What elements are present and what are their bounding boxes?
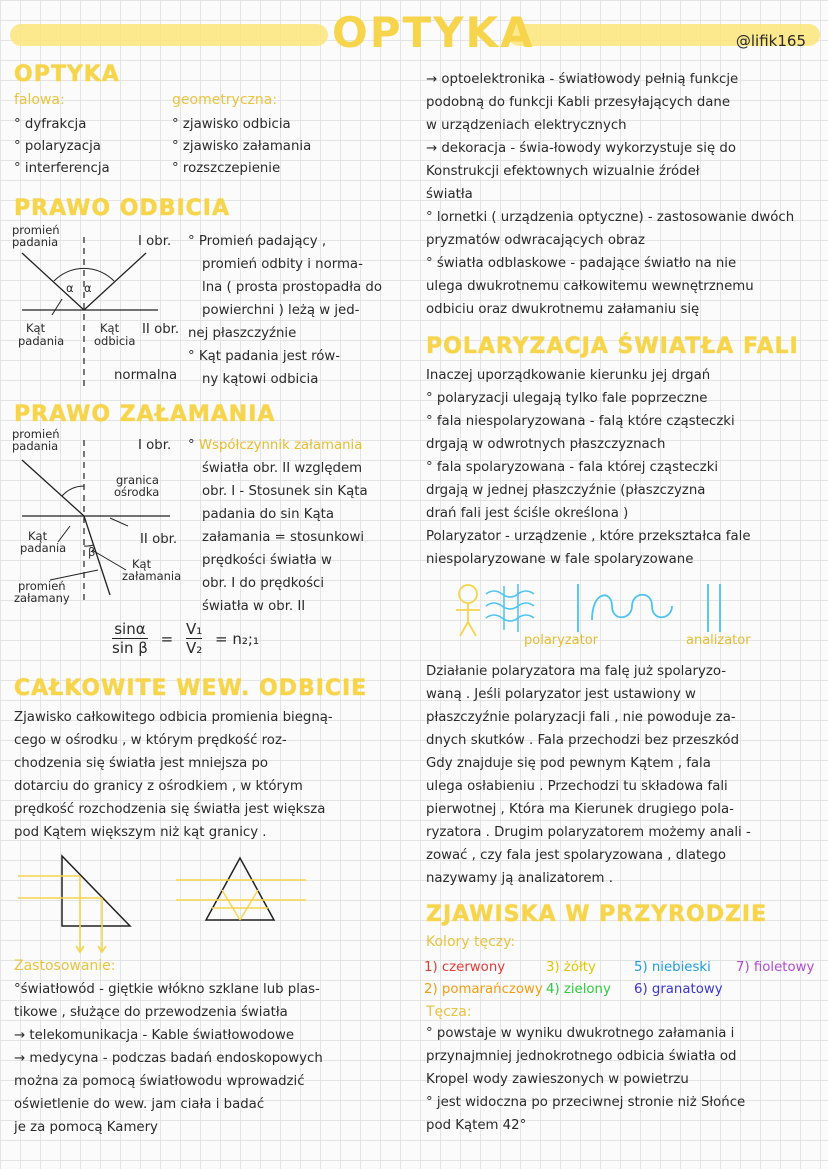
tecza-text: ° powstaje w wyniku dwukrotnego załamania i przynajmniej jednokrotnego odbicia światła od Kropel wody zawieszonych w powietrzu ° jest widoczna po przeciwnej stronie niż Słońce pod Kątem 42° [426,1026,746,1133]
list-item: ° dyfrakcja [14,117,87,132]
color-3: 3) żółty [546,960,596,975]
tecza-label: Tęcza: [426,1004,472,1020]
diagram-label-padania-b: padania [12,439,59,453]
diagram-label-alpha: α [66,281,74,295]
zalamanie-heading: PRAWO ZAŁAMANIA [14,402,276,427]
list-item: ° interferencja [14,161,110,176]
color-1: 1) czerwony [424,960,506,975]
diagram-label-kat-padania: Kąt [26,321,46,335]
diagram-label-promien-zal: promień [18,579,66,593]
diagram-label-beta: β [88,545,96,559]
kolory-label: Kolory tęczy: [426,934,516,950]
law2-label-z: II obr. [140,532,178,547]
diagram-label-osrodka: ośrodka [114,485,160,499]
diagram-label-alpha-2: α [84,281,92,295]
law1-label-z: I obr. [138,438,172,453]
law2-label: II obr. [142,322,180,337]
diagram-label-granica: granica [116,473,159,487]
analizator-label: analizator [686,633,751,648]
przyroda-heading: ZJAWISKA W PRZYRODZIE [426,902,768,927]
falowa-label: falowa: [14,92,65,108]
calkowite-text: Zjawisko całkowitego odbicia promienia biegną- cego w ośrodku , w którym prędkość roz- chodzenia się światła jest mniejsza po dotarciu do granicy z ośrodkiem , w którym prędkość rozchodzenia się światła jest większa pod Kątem większym niż kąt granicy . [14,710,333,840]
polaryzacja-heading: POLARYZACJA ŚWIATŁA FALI [426,334,799,359]
optyka-heading: OPTYKA [14,62,120,87]
diagram-label-kat-padania-z: Kąt [28,529,48,543]
polaryzator-label: polaryzator [524,633,599,648]
polarizer-diagram [452,580,742,640]
diagram-label-normalna: normalna [114,368,178,383]
color-6: 6) granatowy [634,982,723,997]
geometryczna-label: geometryczna: [172,92,278,108]
zastosowanie-text: °światłowód - giętkie włókno szklane lub plas- tikowe , służące do przewodzenia światła → telekomunikacja - Kable światłowodowe → medycyna - podczas badań endoskopowych można za pomocą światłowodu wprowadzić oświetlenie do wew. jam ciała i badać je za pomocą Kamery [14,982,323,1135]
diagram-label-kat-odbicia-b: odbicia [94,334,136,348]
diagram-label-padania: padania [12,235,59,249]
calkowite-heading: CAŁKOWITE WEW. ODBICIE [14,676,368,701]
diagram-label-promien: promień [12,223,60,237]
snell-formula: $\frac{\sin\alpha}{\text{sin β}}$ = $\frac{\text{V₁}}{\text{V₂}}$ = n₂;₁ [112,620,259,657]
list-item: ° rozszczepienie [172,161,281,176]
color-2: 2) pomarańczowy [424,982,543,997]
law1-label: I obr. [138,234,172,249]
author-handle: @lifik165 [735,32,806,50]
list-item: ° zjawisko odbicia [172,117,291,132]
total-reflection-diagrams [10,848,310,958]
diagram-label-promien-zal-b: załamany [14,591,70,605]
header-bar-left [10,24,328,46]
odbicie-law1-text: ° Promień padający , promień odbity i norma- lna ( prosta prostopadła do powierchni ) leżą w jed- nej płaszczyźnie ° Kąt padania jest rów- ny kątowi odbicia [188,234,382,387]
odbicie-heading: PRAWO ODBICIA [14,196,231,221]
polaryzator-para: Działanie polaryzatora ma falę już spolaryzo- waną . Jeśli polaryzator jest ustawiony w płaszczyźnie polaryzacji fali , nie powoduje za- dnych skutków . Fala przechodzi bez przeszkód Gdy znajduje się pod pewnym Kątem , fala ulega osłabieniu . Przechodzi tu składowa fali pierwotnej , Która ma Kierunek drugiego pola- ryzatora . Drugim polaryzatorem możemy anali - zować , czy fala jest spolaryzowana , dlatego nazywamy ją analizatorem . [426,664,751,886]
zalamanie-text: ° Współczynnik załamania światła obr. II względem obr. I - Stosunek sin Kąta padania do sin Kąta załamania = stosunkowi prędkości światła w obr. I do prędkości światła w obr. II [188,438,368,614]
color-5: 5) niebieski [634,960,711,975]
applications-continued: → optoelektronika - światłowody pełnią funkcje podobną do funkcji Kabli przesyłających dane w urządzeniach elektrycznych → dekoracja - świa-łowody wykorzystuje się do Konstrukcji efektownych wizualnie źródeł światła ° lornetki ( urządzenia optyczne) - zastosowanie dwóch pryzmatów odwracających obraz ° światła odblaskowe - padające światło na nie ulega dwukrotnemu całkowitemu wewnętrznemu odbiciu oraz dwukrotnemu załamaniu się [426,72,795,317]
geometryczna-list [172,114,311,180]
falowa-list [14,114,110,180]
diagram-label-kat-zal-b: załamania [122,569,182,583]
polaryzacja-text: Inaczej uporządkowanie kierunku jej drgań ° polaryzacji ulegają tylko fale poprzeczne ° fala niespolaryzowana - falą które cząsteczki drgają w odwrotnych płaszczyznach ° fala spolaryzowana - fala której cząsteczki drgają w jednej płaszczyźnie (płaszczyzna drań fali jest ściśle określona ) Polaryzator - urządzenie , które przekształca fale niespolaryzowane w fale spolaryzowane [426,368,751,567]
list-item: ° polaryzacja [14,139,101,154]
zastosowanie-label: Zastosowanie: [14,958,116,974]
diagram-label-promien-padania: promień [12,427,60,441]
color-7: 7) fioletowy [736,960,815,975]
diagram-label-kat-padania-zb: padania [20,541,67,555]
diagram-label-kat-zal: Kąt [132,557,152,571]
diagram-label-kat-padania-b: padania [18,334,65,348]
page-title: OPTYKA [332,8,535,57]
list-item: ° zjawisko załamania [172,139,312,154]
color-4: 4) zielony [546,982,611,997]
diagram-label-kat-odbicia: Kąt [100,321,120,335]
